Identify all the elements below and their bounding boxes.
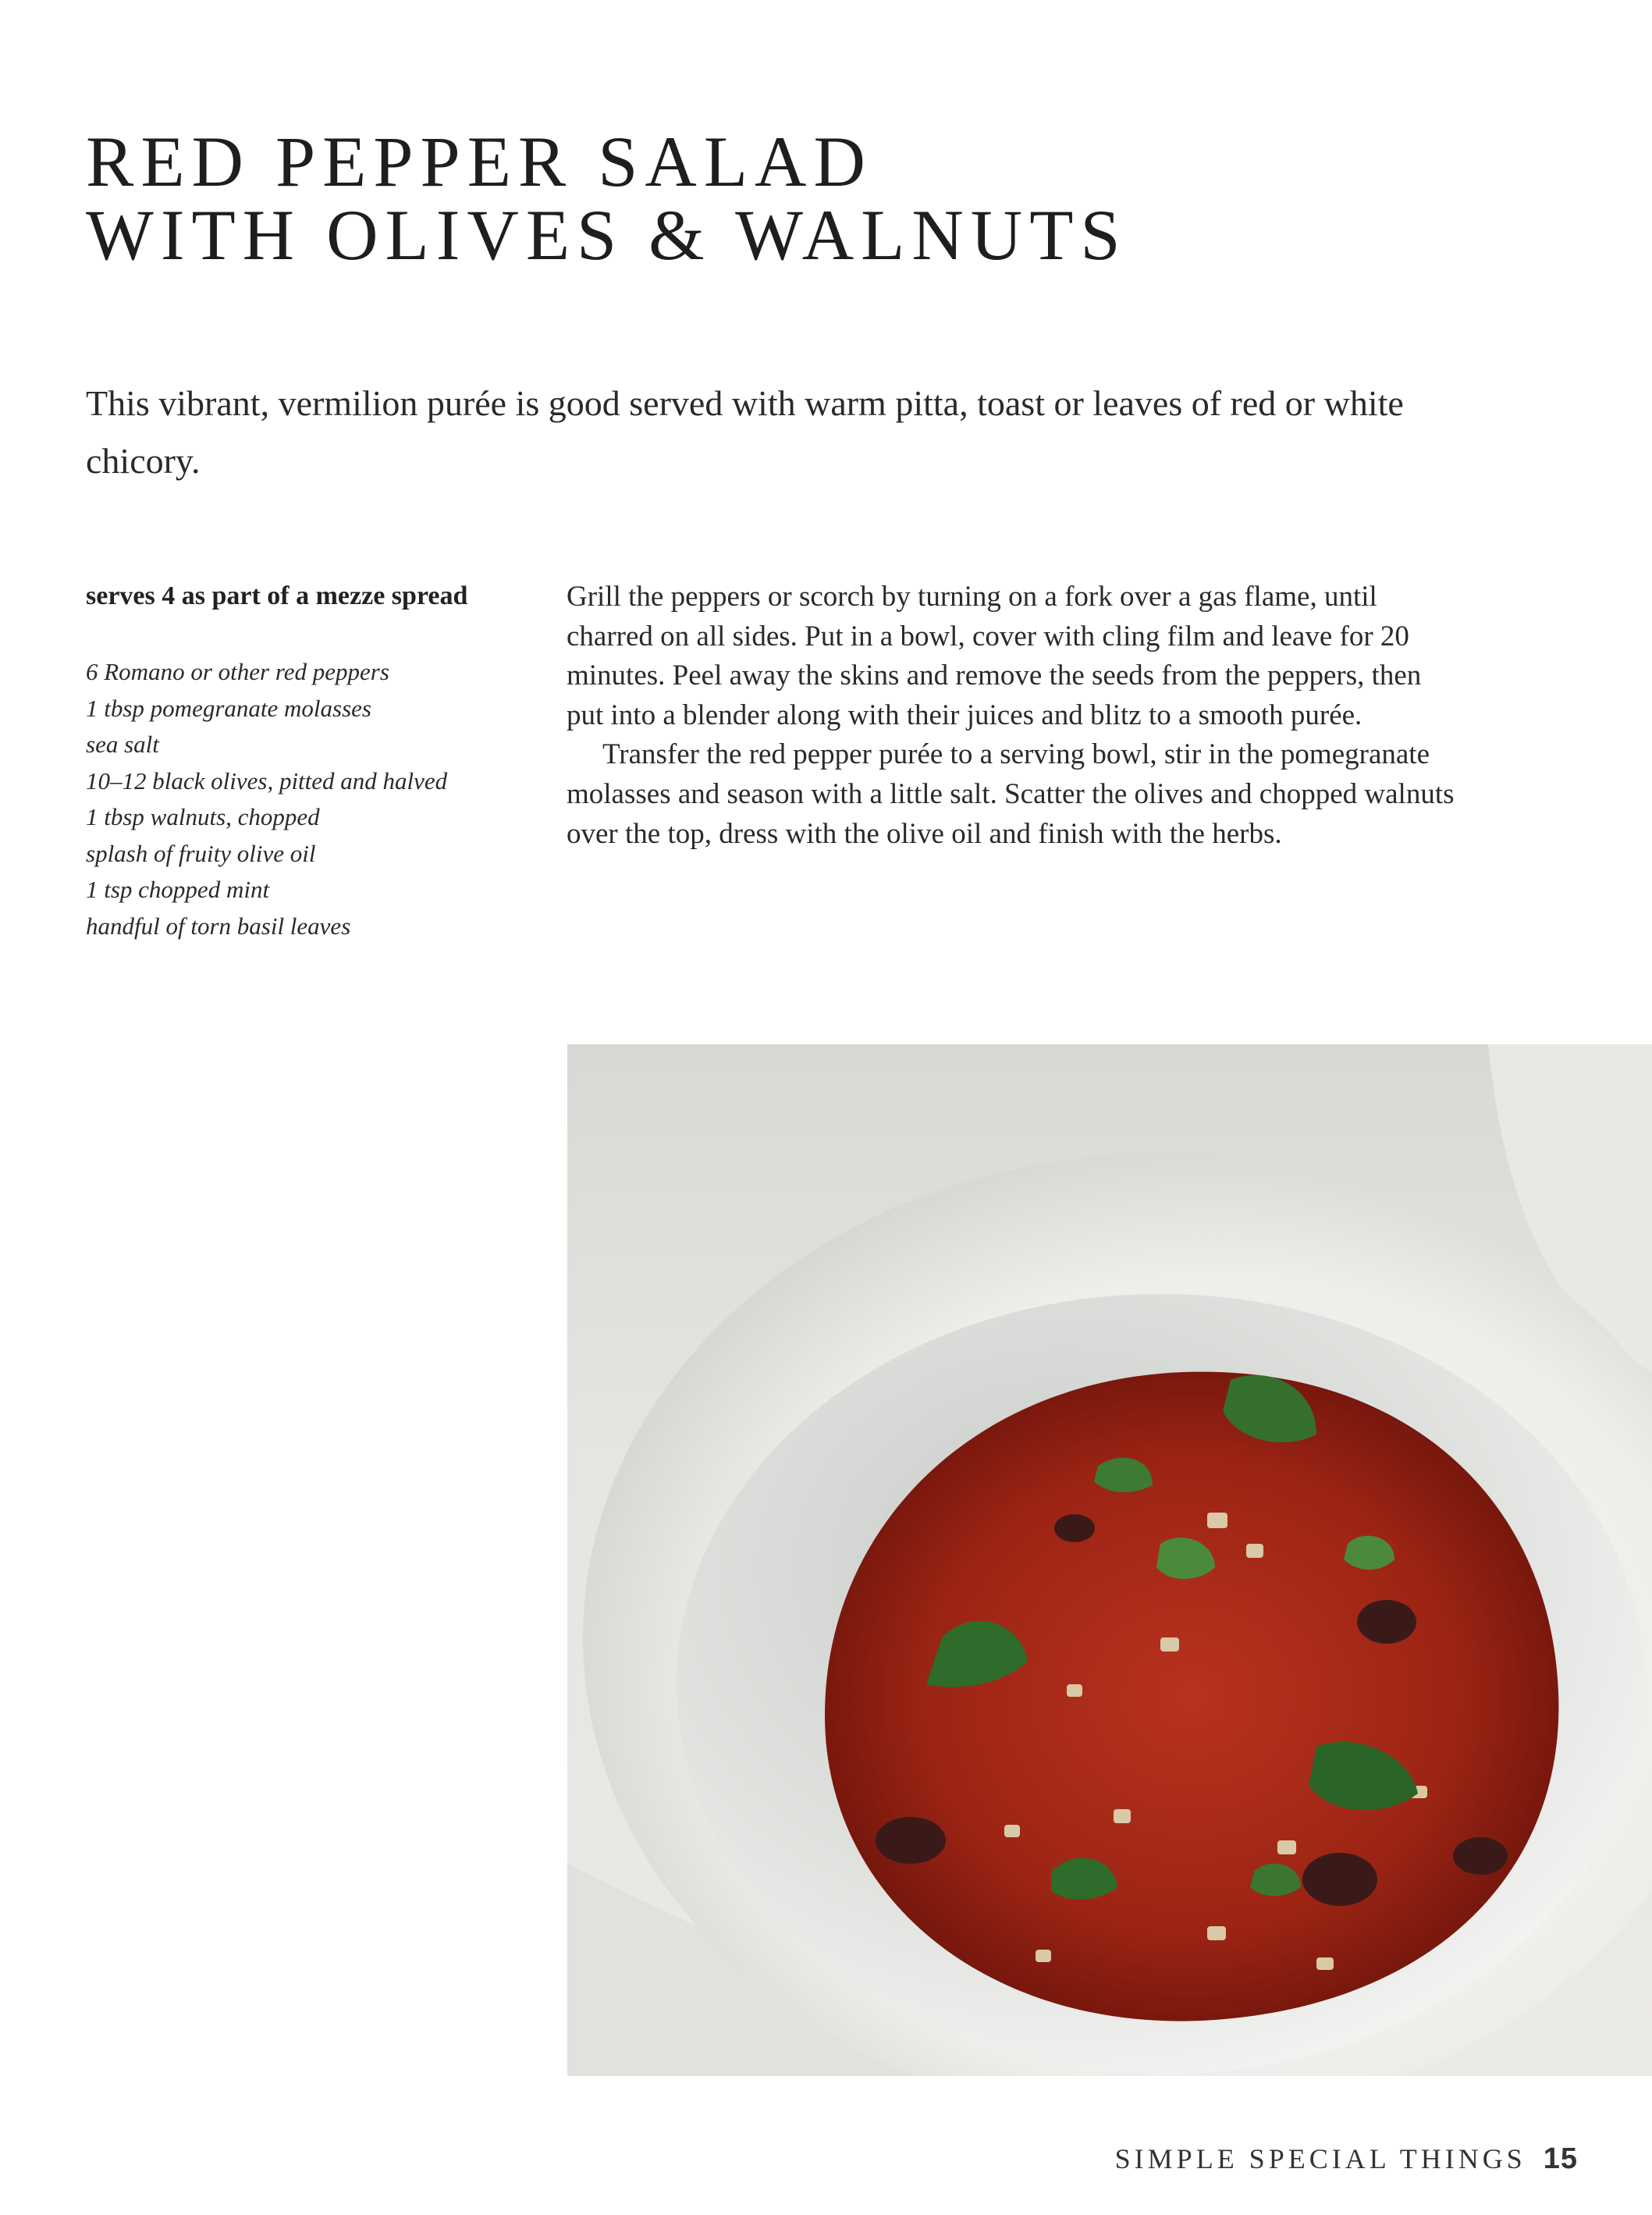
page-number: 15 xyxy=(1543,2142,1578,2175)
section-name: SIMPLE SPECIAL THINGS xyxy=(1114,2143,1526,2174)
recipe-title xyxy=(86,122,1412,275)
method-paragraph-2: Transfer the red pepper purée to a serving bowl, stir in the pomegranate molasses and season with a little salt. Scatter the olives and chopped walnuts over the top, dress with the olive oil and finish with the herbs. xyxy=(567,738,1455,850)
ingredient-list xyxy=(86,654,538,944)
page-footer xyxy=(1115,2142,1578,2176)
dish-illustration xyxy=(567,1044,1652,2076)
ingredient-item: 6 Romano or other red peppers xyxy=(86,658,389,685)
ingredient-item: splash of fruity olive oil xyxy=(86,839,316,867)
puree-shape xyxy=(825,1372,1558,2021)
ingredient-item: 10–12 black olives, pitted and halved xyxy=(86,766,448,795)
recipe-title-line-1: RED PEPPER SALAD xyxy=(86,122,872,201)
ingredient-item: handful of torn basil leaves xyxy=(86,912,351,940)
dish-photo xyxy=(567,1044,1652,2076)
recipe-title-line-2: WITH OLIVES & WALNUTS xyxy=(86,195,1128,275)
method-paragraph-1: Grill the peppers or scorch by turning on a fork over a gas flame, until charred on all sides. Put in a bowl, cover with cling film and leave for 20 minutes. Peel away the skins and remove the seeds from the peppers, then put into a blender along with their juices and blitz to a smooth purée. xyxy=(567,581,1422,731)
ingredient-item: 1 tbsp pomegranate molasses xyxy=(86,694,371,722)
ingredient-item: 1 tsp chopped mint xyxy=(86,876,270,903)
ingredient-item: 1 tbsp walnuts, chopped xyxy=(86,803,320,830)
ingredient-item: sea salt xyxy=(86,731,159,758)
recipe-intro: This vibrant, vermilion purée is good served with warm pitta, toast or leaves of red or white chicory. xyxy=(86,383,1404,481)
method-text xyxy=(567,578,1464,854)
serves-label: serves 4 as part of a mezze spread xyxy=(86,581,468,610)
